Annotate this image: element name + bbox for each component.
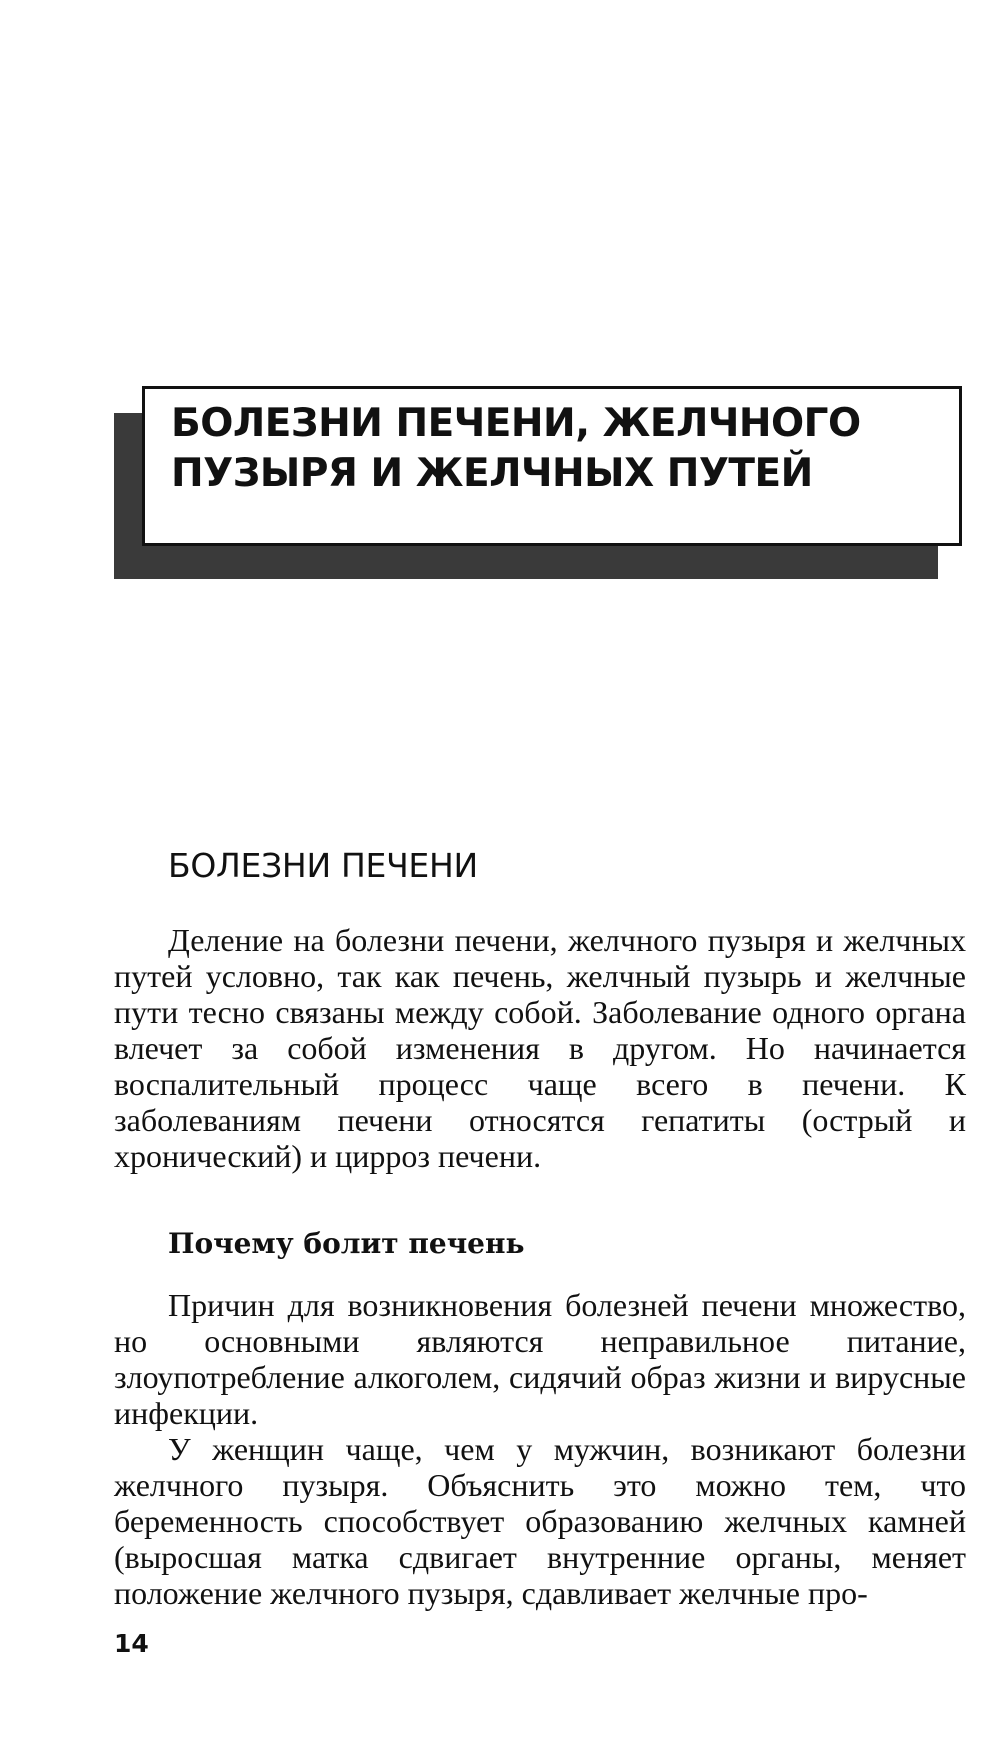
chapter-heading-box — [142, 386, 962, 546]
subsection-paragraph-2: У женщин чаще, чем у мужчин, возникают болезни желчного пузыря. Объяснить это можно тем, что беременность способствует образованию желчных камней (выросшая матка сдвигает внутренние органы, меняет положение желчного пузыря, сдавливает желчные про- — [114, 1431, 966, 1611]
page-number: 14 — [114, 1629, 149, 1658]
chapter-title: БОЛЕЗНИ ПЕЧЕНИ, ЖЕЛЧНОГО ПУЗЫРЯ И ЖЕЛЧНЫХ ПУТЕЙ — [171, 401, 861, 496]
section-paragraph: Деление на болезни печени, желчного пузыря и желчных путей условно, так как печень, желчный пузырь и желчные пути тесно связаны между собой. Заболевание одного органа влечет за собой изменения в другом. Но начинается воспалительный процесс чаще всего в печени. К заболеваниям печени относятся гепатиты (острый и хронический) и цирроз печени. — [114, 922, 966, 1174]
subsection-title: Почему болит печень — [168, 1227, 525, 1260]
subsection-paragraph-1: Причин для возникновения болезней печени множество, но основными являются неправильное питание, злоупотребление алкоголем, сидячий образ жизни и вирусные инфекции. — [114, 1287, 966, 1431]
section-title: БОЛЕЗНИ ПЕЧЕНИ — [168, 846, 478, 885]
